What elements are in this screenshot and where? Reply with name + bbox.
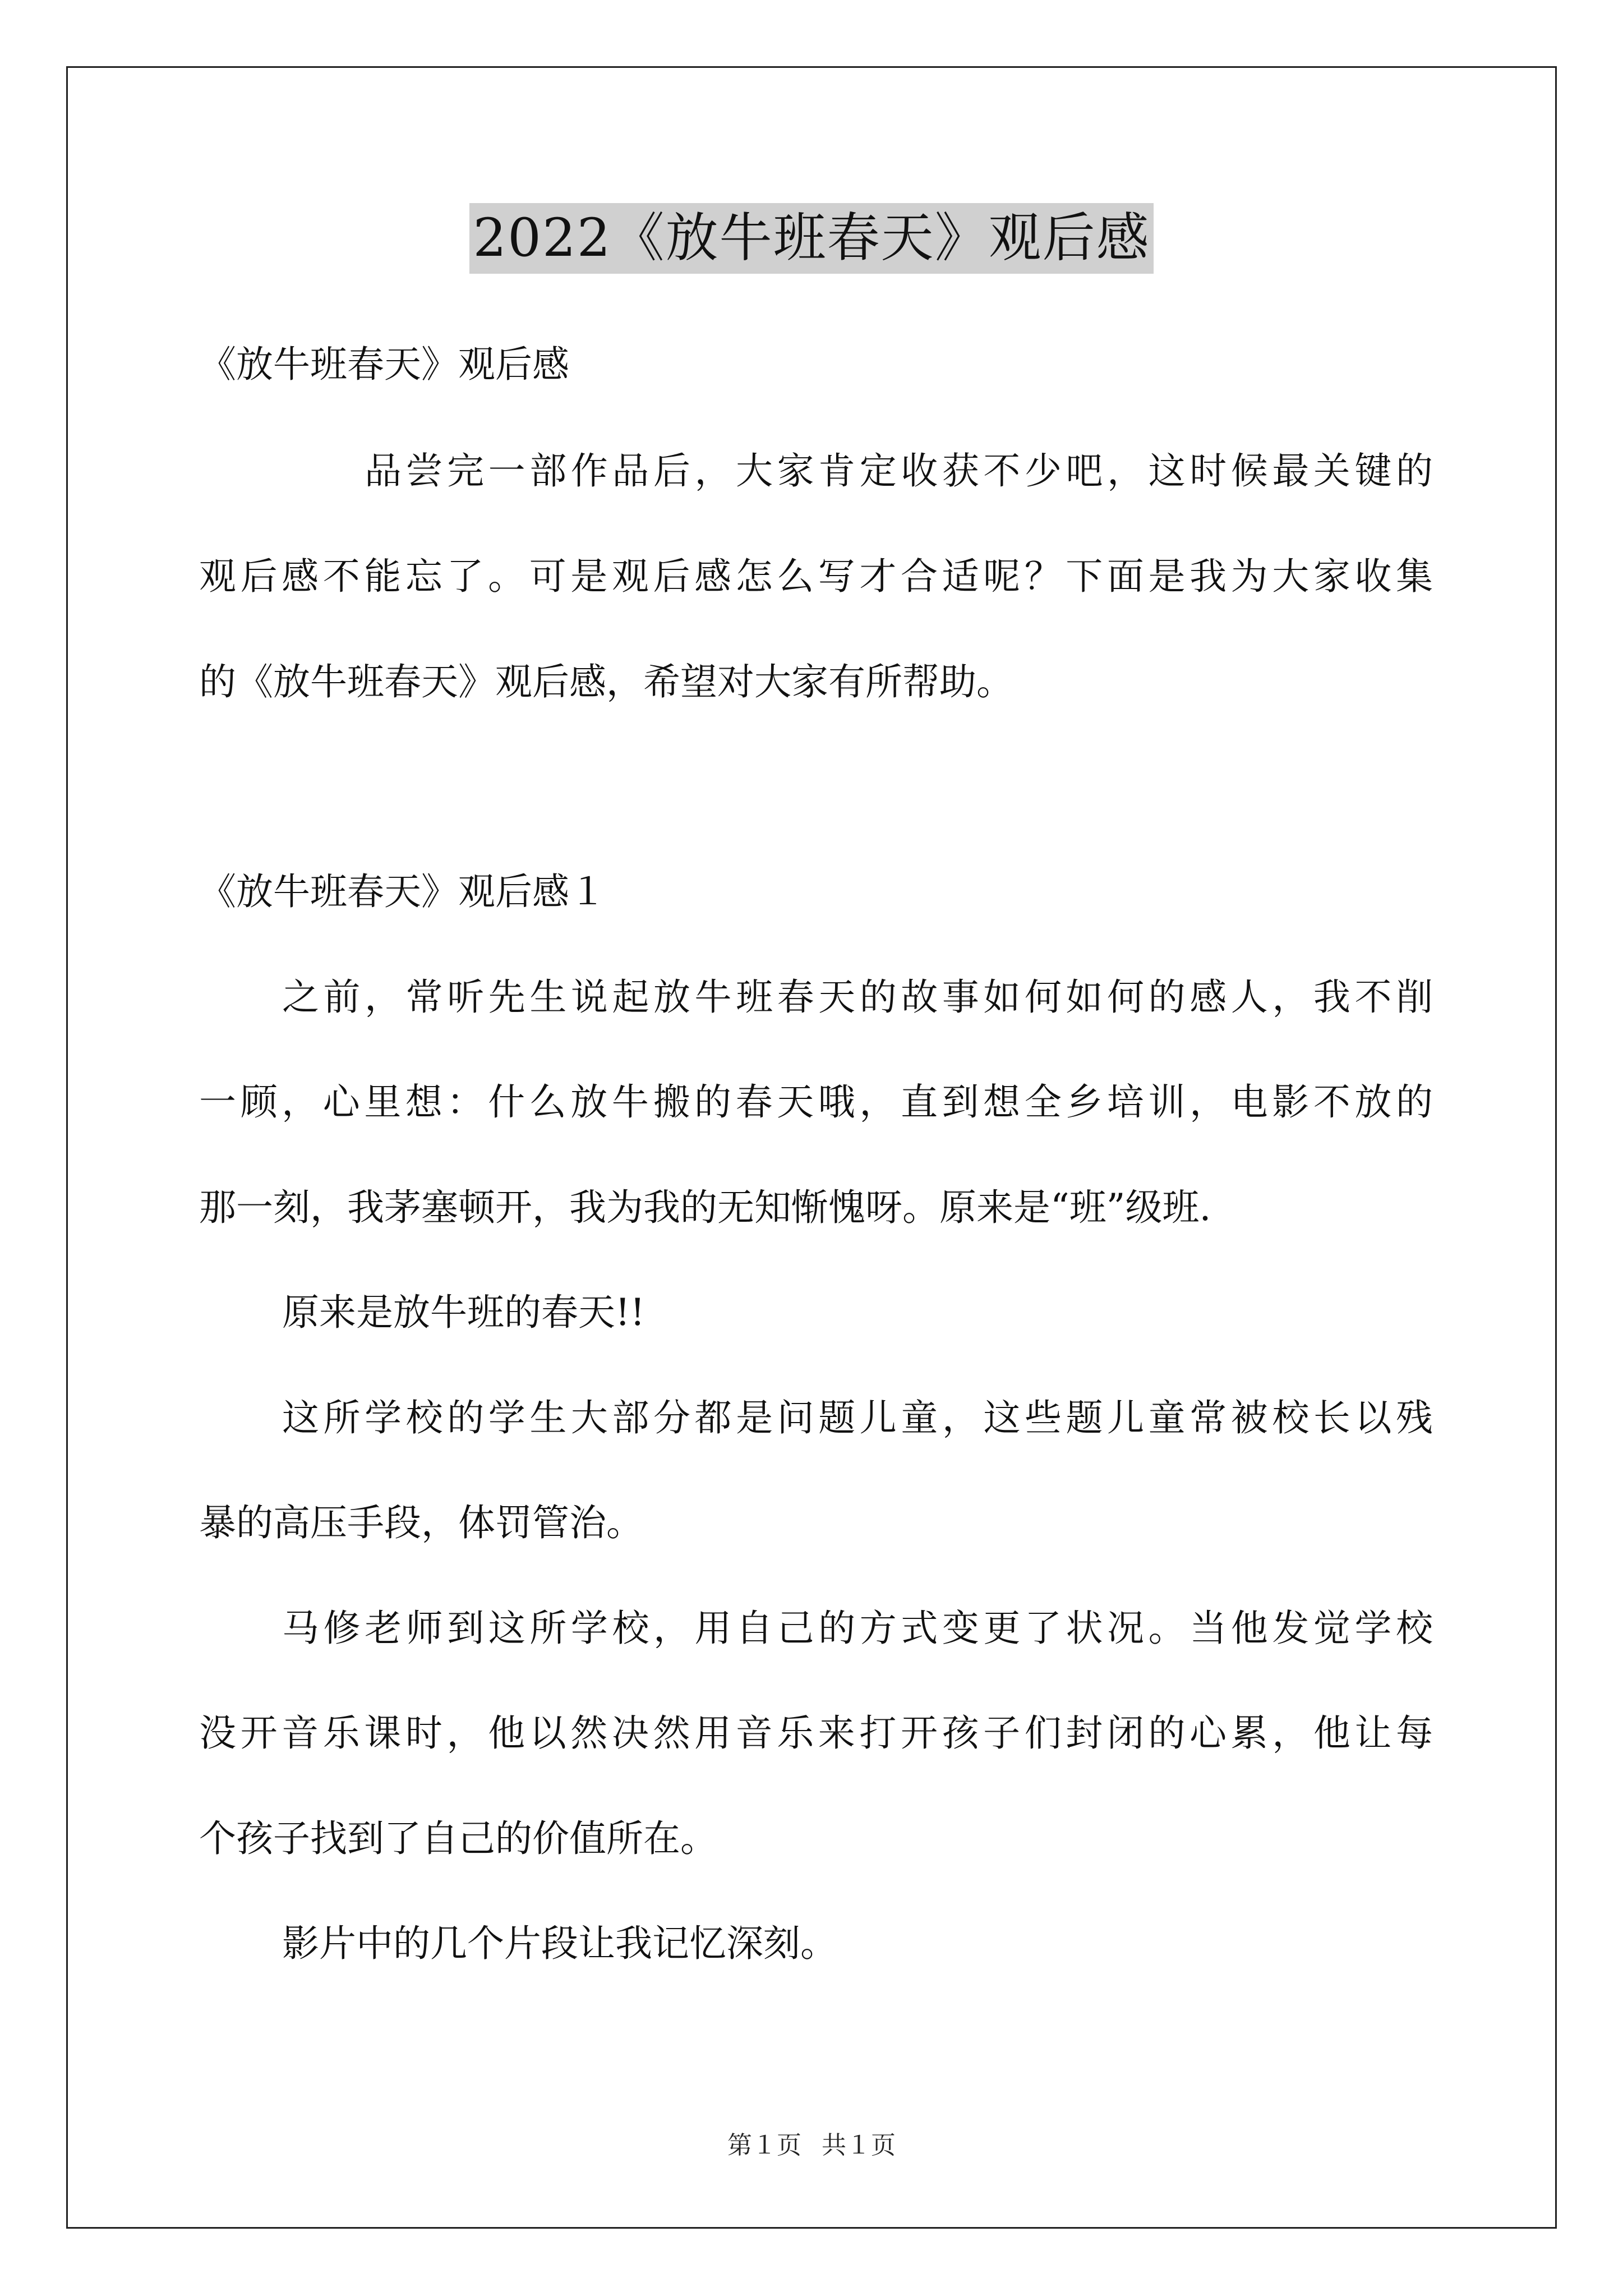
page-total: 共１页 — [822, 2131, 896, 2160]
intro-line: 的《放牛班春天》观后感，希望对大家有所帮助。 — [199, 660, 1013, 703]
page-number: 第１页 — [727, 2131, 801, 2160]
subtitle: 《放牛班春天》观后感 — [199, 343, 569, 386]
page-footer — [0, 2129, 1623, 2162]
intro-line: 品尝完一部作品后，大家肯定收获不少吧，这时候最关键的 — [365, 449, 1433, 493]
body-line: 那一刻，我茅塞顿开，我为我的无知惭愧呀。原来是“班”级班. — [199, 1186, 1211, 1229]
body-line: 之前，常听先生说起放牛班春天的故事如何如何的感人，我不削 — [282, 976, 1433, 1019]
body-line: 暴的高压手段，体罚管治。 — [199, 1501, 643, 1544]
body-line: 马修老师到这所学校，用自己的方式变更了状况。当他发觉学校 — [282, 1607, 1433, 1650]
body-line: 影片中的几个片段让我记忆深刻。 — [282, 1922, 837, 1965]
body-line: 原来是放牛班的春天!! — [282, 1291, 645, 1334]
intro-line: 观后感不能忘了。可是观后感怎么写才合适呢？下面是我为大家收集 — [199, 555, 1433, 598]
section-heading: 《放牛班春天》观后感１ — [199, 870, 606, 913]
body-line: 没开音乐课时，他以然决然用音乐来打开孩子们封闭的心累，他让每 — [199, 1711, 1433, 1755]
body-line: 这所学校的学生大部分都是问题儿童，这些题儿童常被校长以残 — [282, 1396, 1433, 1439]
title-block — [0, 203, 1623, 274]
body-line: 一顾，心里想：什么放牛搬的春天哦，直到想全乡培训，电影不放的 — [199, 1080, 1433, 1124]
body-line: 个孩子找到了自己的价值所在。 — [199, 1817, 717, 1860]
document-title: 2022《放牛班春天》观后感 — [469, 203, 1153, 274]
